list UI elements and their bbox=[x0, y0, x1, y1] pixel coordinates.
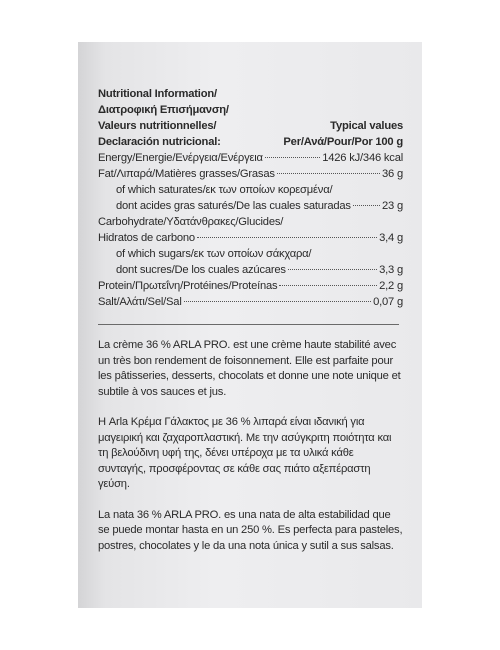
section-divider bbox=[98, 324, 399, 325]
sugars-value: 3,3 g bbox=[379, 264, 403, 276]
protein-row bbox=[98, 278, 403, 294]
description-greek: Η Arla Κρέμα Γάλακτος με 36 % λιπαρά είναι ιδανική για μαγειρική και ζαχαροπλαστική. Με την ασύγκριτη ποιότητα και τη βελούδινη υφή της, δένει υπέροχα με τα υλικά κάθε συνταγής, προσφέροντας σε κάθε σας πιάτο αξεπέραστη γεύση. bbox=[98, 416, 392, 490]
leader-dots bbox=[197, 237, 377, 238]
sugars-row bbox=[98, 262, 403, 278]
energy-label: Energy/Energie/Ενέργεια/Ενέργεια bbox=[98, 152, 263, 164]
salt-value: 0,07 g bbox=[373, 296, 403, 308]
leader-dots bbox=[353, 205, 380, 206]
protein-label: Protein/Πρωτεΐνη/Protéines/Proteínas bbox=[98, 280, 278, 292]
header-line-es: Declaración nutricional: bbox=[98, 136, 221, 148]
header-line-el: Διατροφική Επισήμανση/ bbox=[98, 104, 229, 116]
per-100g-label: Per/Ανά/Pour/Por 100 g bbox=[283, 136, 403, 148]
header-line-en: Nutritional Information/ bbox=[98, 88, 217, 100]
carbohydrate-label-line1: Carbohydrate/Υδατάνθρακες/Glucides/ bbox=[98, 216, 284, 228]
description-spanish: La nata 36 % ARLA PRO. es una nata de alta estabilidad que se puede montar hasta en un 250 %. Es perfecta para pasteles, postres, chocolates y le da una nota única y sutil a sus salsas. bbox=[98, 508, 403, 552]
fat-label: Fat/Λιπαρά/Matières grasses/Grasas bbox=[98, 168, 275, 180]
protein-value: 2,2 g bbox=[379, 280, 403, 292]
leader-dots bbox=[288, 269, 377, 270]
carbohydrate-label: Hidratos de carbono bbox=[98, 232, 195, 244]
header-row-es bbox=[98, 134, 403, 150]
saturates-label-line1: of which saturates/εκ των οποίων κορεσμένα/ bbox=[116, 184, 333, 196]
header-row-fr bbox=[98, 118, 403, 134]
leader-dots bbox=[184, 301, 371, 302]
carbohydrate-row-line1 bbox=[98, 214, 403, 230]
saturates-row-line1 bbox=[98, 182, 403, 198]
header-line-fr: Valeurs nutritionnelles/ bbox=[98, 120, 217, 132]
saturates-row bbox=[98, 198, 403, 214]
leader-dots bbox=[279, 285, 377, 286]
saturates-label: dont acides gras saturés/De las cuales saturadas bbox=[116, 200, 351, 212]
description-french: La crème 36 % ARLA PRO. est une crème haute stabilité avec un très bon rendement de foisonnement. Elle est parfaite pour les pâtisseries, desserts, chocolats et donne une note unique et subtile à vos sauces et jus. bbox=[98, 339, 401, 398]
leader-dots bbox=[277, 173, 380, 174]
fat-row bbox=[98, 166, 403, 182]
energy-row bbox=[98, 150, 403, 166]
sugars-row-line1 bbox=[98, 246, 403, 262]
energy-value: 1426 kJ/346 kcal bbox=[322, 152, 403, 164]
nutrition-panel bbox=[98, 86, 403, 554]
salt-row bbox=[98, 294, 403, 310]
leader-dots bbox=[265, 157, 320, 158]
nutrition-header bbox=[98, 86, 403, 150]
sugars-label-line1: of which sugars/εκ των οποίων σάκχαρα/ bbox=[116, 248, 312, 260]
carbohydrate-row bbox=[98, 230, 403, 246]
sugars-label: dont sucres/De los cuales azúcares bbox=[116, 264, 286, 276]
carbohydrate-value: 3,4 g bbox=[379, 232, 403, 244]
typical-values-label: Typical values bbox=[330, 120, 403, 132]
saturates-value: 23 g bbox=[382, 200, 403, 212]
salt-label: Salt/Αλάτι/Sel/Sal bbox=[98, 296, 182, 308]
fat-value: 36 g bbox=[382, 168, 403, 180]
